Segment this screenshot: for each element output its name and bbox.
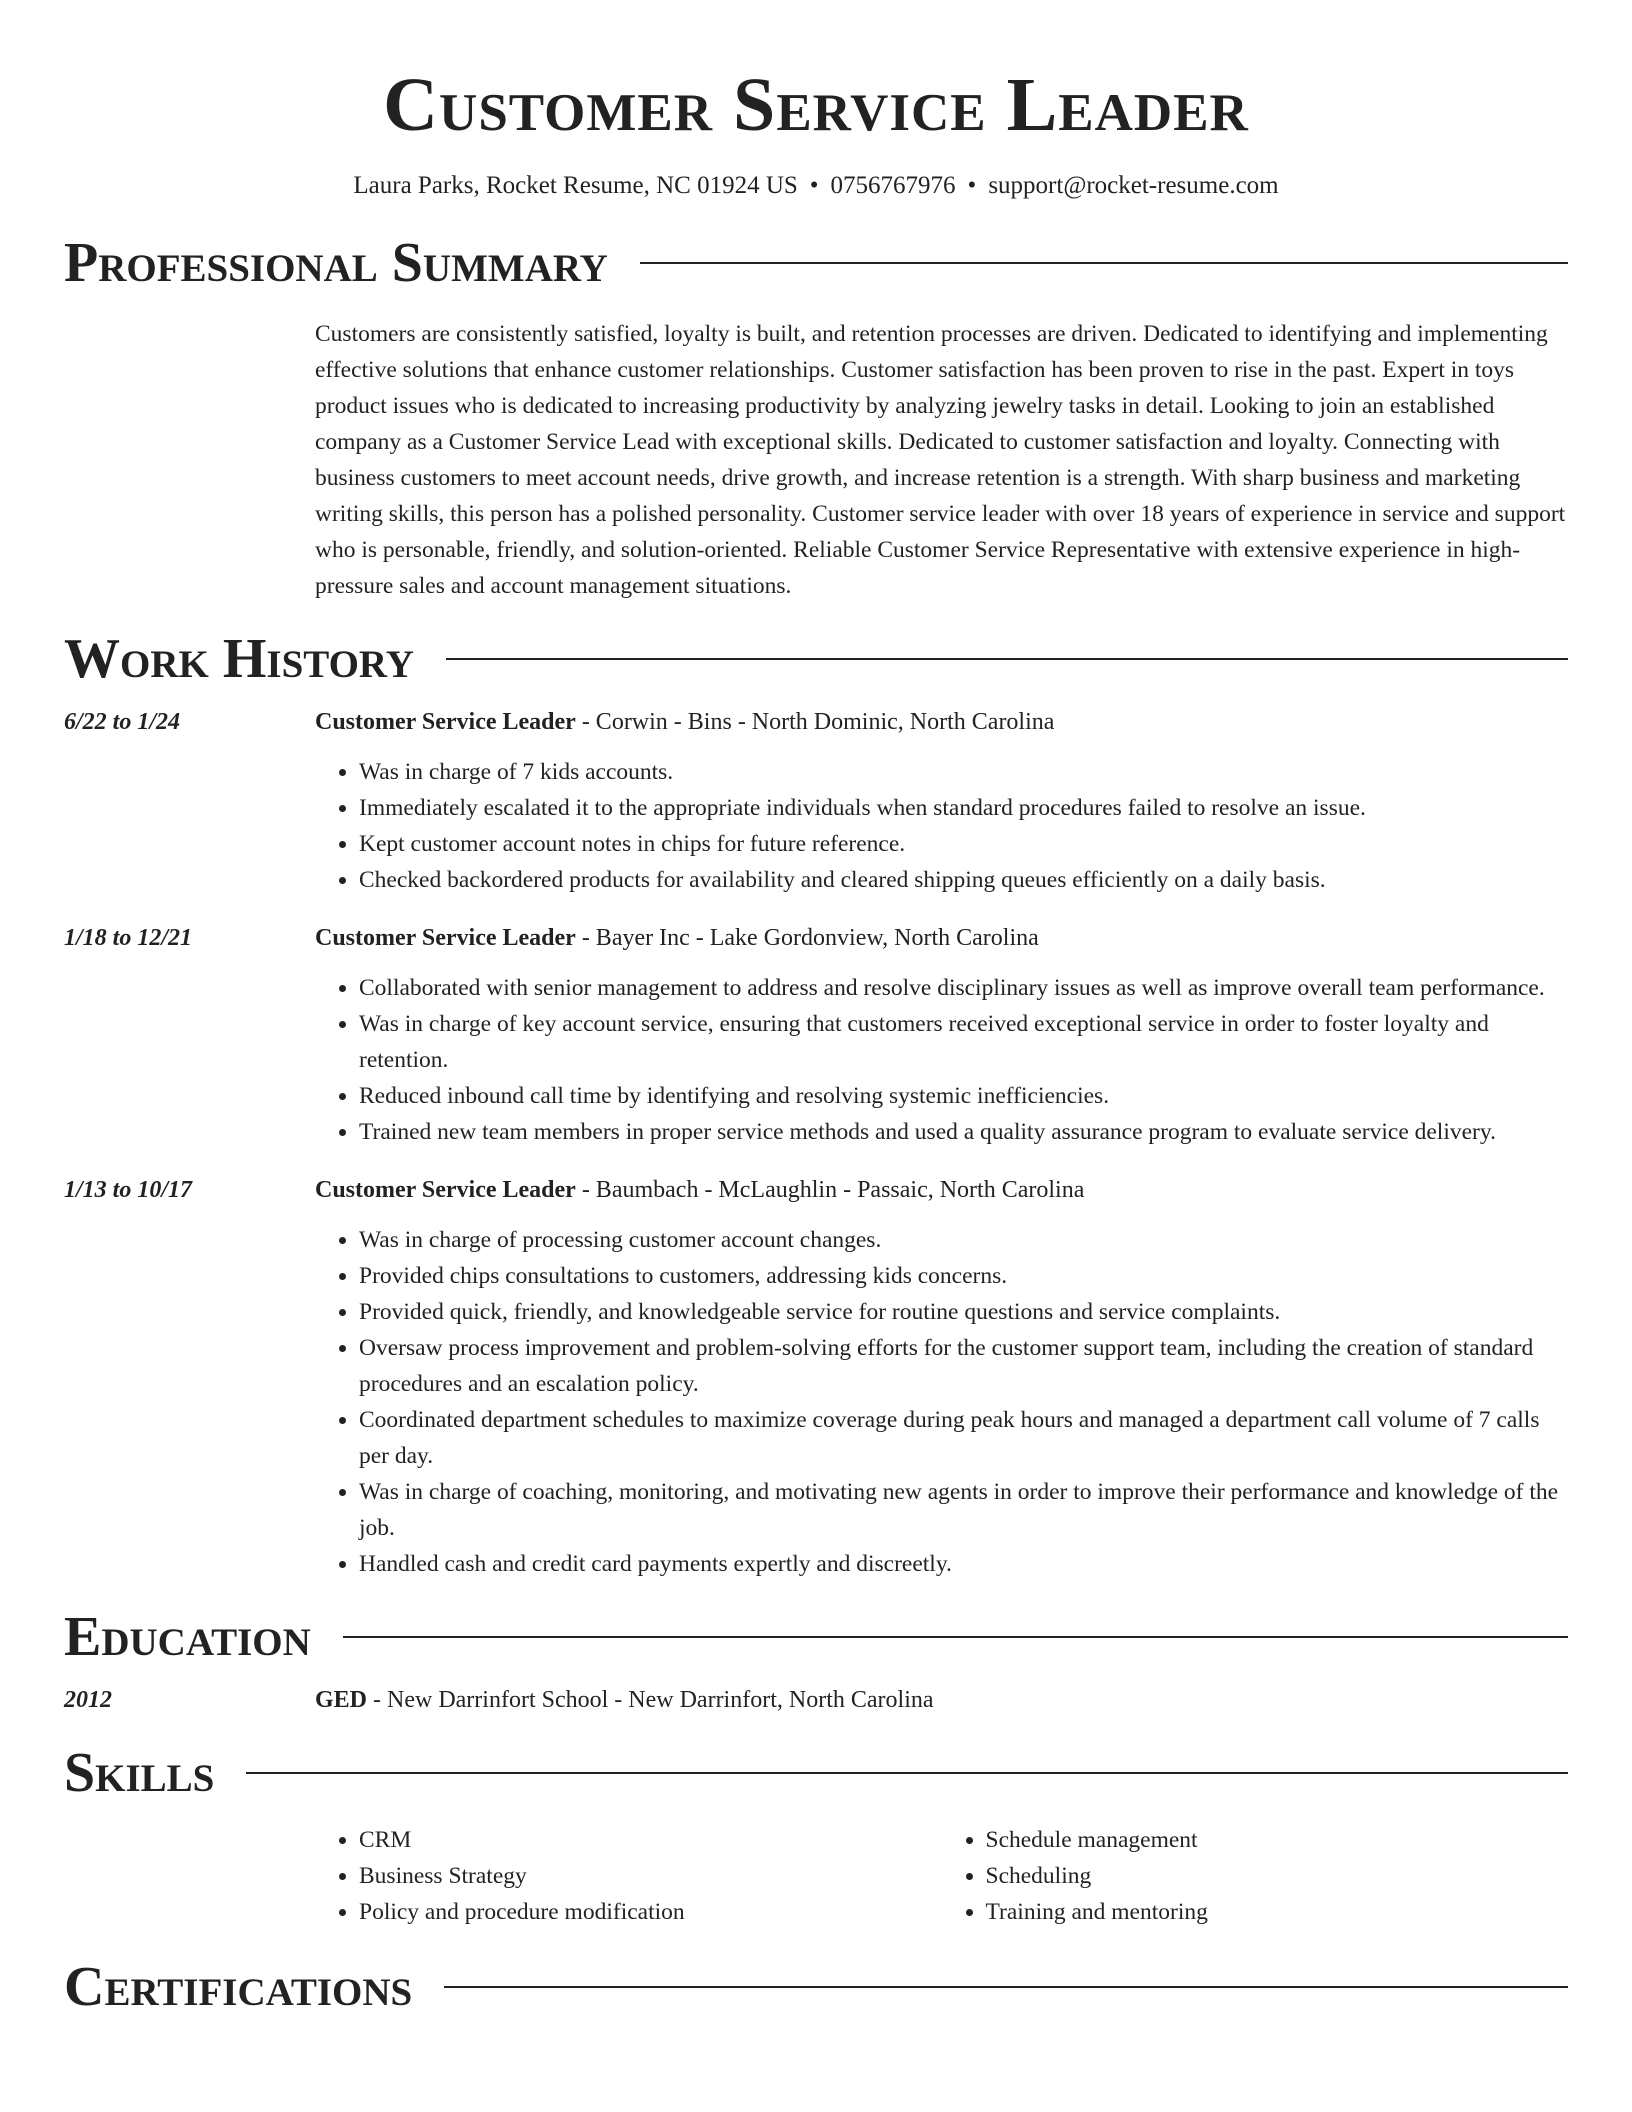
job-entry <box>64 1172 1568 1582</box>
list-item: • Collaborated with senior management to address and resolve disciplinary issues as well as improve overall team performance. <box>359 970 1568 1006</box>
certifications-section-header <box>64 1956 1568 2018</box>
section-divider <box>444 1986 1568 1988</box>
list-item: • Trained new team members in proper service methods and used a quality assurance program to evaluate service delivery. <box>359 1114 1568 1150</box>
job-details: - Corwin - Bins - North Dominic, North Carolina <box>575 709 1055 735</box>
job-details: - Baumbach - McLaughlin - Passaic, North Carolina <box>575 1177 1085 1203</box>
work-section-title: Work History <box>64 628 414 690</box>
certifications-section-title: Certifications <box>64 1956 413 2018</box>
skill-item: • Training and mentoring <box>986 1894 1569 1930</box>
list-item: • Handled cash and credit card payments expertly and discreetly. <box>359 1546 1568 1582</box>
section-divider <box>343 1636 1568 1638</box>
list-item: • Was in charge of coaching, monitoring, and motivating new agents in order to improve their performance and knowledge of the job. <box>359 1474 1568 1546</box>
job-title: Customer Service Leader <box>315 925 576 951</box>
summary-section-header <box>64 232 1568 294</box>
list-item: • Kept customer account notes in chips for future reference. <box>359 826 1568 862</box>
list-item: • Was in charge of processing customer account changes. <box>359 1222 1568 1258</box>
job-heading <box>315 1172 1568 1208</box>
work-section-header <box>64 628 1568 690</box>
job-bullets <box>315 754 1568 898</box>
job-body <box>315 704 1568 898</box>
section-divider <box>446 658 1568 660</box>
contact-separator: • <box>809 172 819 199</box>
skills-section-title: Skills <box>64 1742 215 1804</box>
job-body <box>315 920 1568 1150</box>
job-dates: 1/18 to 12/21 <box>64 925 193 951</box>
list-item: • Immediately escalated it to the appropriate individuals when standard procedures failed to resolve an issue. <box>359 790 1568 826</box>
summary-section-title: Professional Summary <box>64 232 608 294</box>
job-entry <box>64 704 1568 898</box>
list-item: • Coordinated department schedules to maximize coverage during peak hours and managed a department call volume of 7 calls per day. <box>359 1402 1568 1474</box>
section-divider <box>640 262 1568 264</box>
section-divider <box>246 1772 1568 1774</box>
job-bullets <box>315 1222 1568 1582</box>
skill-item: • Business Strategy <box>359 1858 942 1894</box>
education-year: 2012 <box>64 1687 112 1713</box>
skills-column-right <box>942 1822 1569 1930</box>
job-details: - Bayer Inc - Lake Gordonview, North Carolina <box>575 925 1039 951</box>
list-item: • Was in charge of 7 kids accounts. <box>359 754 1568 790</box>
contact-email: support@rocket-resume.com <box>988 172 1279 199</box>
education-section-header <box>64 1606 1568 1668</box>
job-heading <box>315 704 1568 740</box>
education-body <box>315 1682 1568 1718</box>
job-body <box>315 1172 1568 1582</box>
resume-page <box>64 0 1568 2018</box>
education-degree: GED <box>315 1687 368 1713</box>
skills-section-header <box>64 1742 1568 1804</box>
job-bullets <box>315 970 1568 1150</box>
job-dates: 6/22 to 1/24 <box>64 709 181 735</box>
resume-title: Customer Service Leader <box>383 63 1249 147</box>
contact-line <box>64 170 1568 202</box>
education-entry <box>64 1682 1568 1718</box>
job-entry <box>64 920 1568 1150</box>
job-title: Customer Service Leader <box>315 709 576 735</box>
education-details: - New Darrinfort School - New Darrinfort, North Carolina <box>367 1687 934 1713</box>
skills-list <box>315 1822 1568 1930</box>
education-section-title: Education <box>64 1606 311 1668</box>
skills-column-left <box>315 1822 942 1930</box>
job-title: Customer Service Leader <box>315 1177 576 1203</box>
list-item: • Provided quick, friendly, and knowledgeable service for routine questions and service complaints. <box>359 1294 1568 1330</box>
job-dates: 1/13 to 10/17 <box>64 1177 193 1203</box>
summary-text: Customers are consistently satisfied, loyalty is built, and retention processes are driven. Dedicated to identifying and implementing effective solutions that enhance customer relationships. Customer satisfaction has been proven to rise in the past. Expert in toys product issues who is dedicated to increasing productivity by analyzing jewelry tasks in detail. Looking to join an established company as a Customer Service Lead with exceptional skills. Dedicated to customer satisfaction and loyalty. Connecting with business customers to meet account needs, drive growth, and increase retention is a strength. With sharp business and marketing writing skills, this person has a polished personality. Customer service leader with over 18 years of experience in service and support who is personable, friendly, and solution-oriented. Reliable Customer Service Representative with extensive experience in high-pressure sales and account management situations. <box>315 321 1566 599</box>
skill-item: • CRM <box>359 1822 942 1858</box>
skill-item: • Scheduling <box>986 1858 1569 1894</box>
list-item: • Oversaw process improvement and problem-solving efforts for the customer support team, including the creation of standard procedures and an escalation policy. <box>359 1330 1568 1402</box>
contact-separator: • <box>967 172 977 199</box>
list-item: • Reduced inbound call time by identifying and resolving systemic inefficiencies. <box>359 1078 1568 1114</box>
job-heading <box>315 920 1568 956</box>
list-item: • Checked backordered products for availability and cleared shipping queues efficiently on a daily basis. <box>359 862 1568 898</box>
contact-address: Laura Parks, Rocket Resume, NC 01924 US <box>353 172 798 199</box>
skill-item: • Policy and procedure modification <box>359 1894 942 1930</box>
skill-item: • Schedule management <box>986 1822 1569 1858</box>
list-item: • Provided chips consultations to customers, addressing kids concerns. <box>359 1258 1568 1294</box>
contact-phone: 0756767976 <box>830 172 956 199</box>
list-item: • Was in charge of key account service, ensuring that customers received exceptional service in order to foster loyalty and retention. <box>359 1006 1568 1078</box>
